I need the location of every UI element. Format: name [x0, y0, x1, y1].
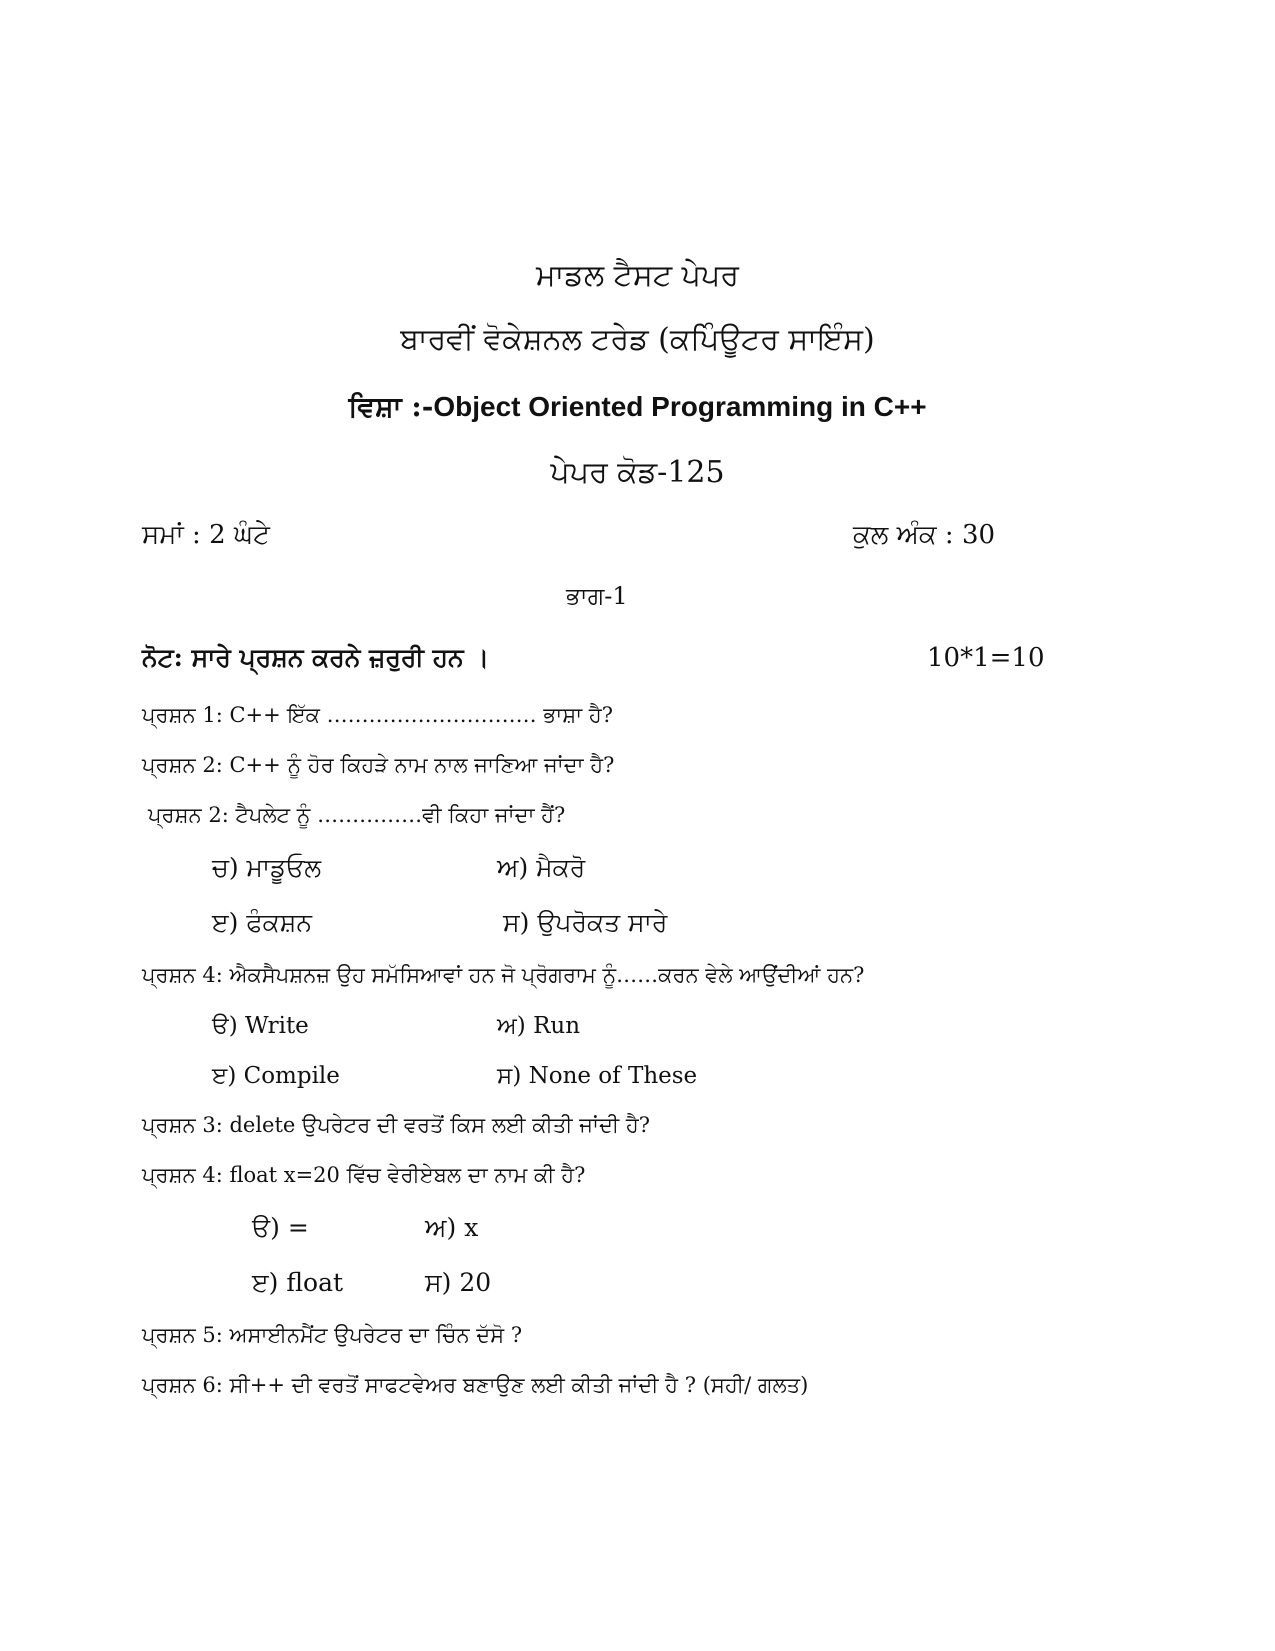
- option-a: ੳ) =: [252, 1213, 309, 1242]
- marks-scheme: 10*1=10: [927, 643, 1045, 673]
- question-template: ਪ੍ਰਸ਼ਨ 2: ਟੈਪਲੇਟ ਨੂੰ ……………ਵੀ ਕਿਹਾ ਜਾਂਦਾ ਹੈਂ?: [148, 803, 566, 827]
- option-d: ਸ) ਉਪਰੋਕਤ ਸਾਰੇ: [503, 908, 668, 937]
- option-b: ਅ) ਮੈਕਰੋ: [497, 853, 586, 882]
- question-1: ਪ੍ਰਸ਼ਨ 1: C++ ਇੱਕ ………………………… ਭਾਸ਼ਾ ਹੈ?: [142, 703, 614, 727]
- option-c: ੲ) ਫੰਕਸ਼ਨ: [212, 908, 313, 937]
- section-label: ਭਾਗ-1: [566, 582, 628, 610]
- option-c: ੲ) float: [252, 1268, 344, 1297]
- option-b: ਅ) Run: [497, 1013, 581, 1039]
- paper-code: ਪੇਪਰ ਕੋਡ-125: [550, 455, 725, 490]
- option-d: ਸ) 20: [425, 1268, 492, 1297]
- time-allowed: ਸਮਾਂ : 2 ਘੰਟੇ: [142, 520, 270, 550]
- subject-name: Object Oriented Programming in C++: [433, 391, 927, 422]
- subject-line: [0, 390, 1275, 424]
- question-variable-name: ਪ੍ਰਸ਼ਨ 4: float x=20 ਵਿੱਚ ਵੇਰੀਏਬਲ ਦਾ ਨਾਮ ਕੀ ਹੈ?: [142, 1163, 586, 1187]
- question-5: ਪ੍ਰਸ਼ਨ 5: ਅਸਾਈਨਮੈਂਟ ਉਪਰੇਟਰ ਦਾ ਚਿੰਨ ਦੱਸੋ ?: [142, 1323, 523, 1347]
- option-d: ਸ) None of These: [497, 1063, 698, 1089]
- paper-title: ਮਾਡਲ ਟੈਸਟ ਪੇਪਰ: [536, 258, 739, 293]
- question-6: ਪ੍ਰਸ਼ਨ 6: ਸੀ++ ਦੀ ਵਰਤੋਂ ਸਾਫਟਵੇਅਰ ਬਣਾਉਣ ਲਈ ਕੀਤੀ ਜਾਂਦੀ ਹੈ ? (ਸਹੀ/ ਗਲਤ): [142, 1373, 809, 1397]
- instruction-note: ਨੋਟ: ਸਾਰੇ ਪ੍ਰਸ਼ਨ ਕਰਨੇ ਜ਼ਰੁਰੀ ਹਨ ।: [142, 643, 490, 672]
- question-exceptions: ਪ੍ਰਸ਼ਨ 4: ਐਕਸੈਪਸ਼ਨਜ਼ ਉਹ ਸਮੱਸਿਆਵਾਂ ਹਨ ਜੋ ਪ੍ਰੋਗਰਾਮ ਨੂੰ……ਕਰਨ ਵੇਲੇ ਆਉਂਦੀਆਂ ਹਨ?: [142, 963, 865, 987]
- option-c: ੲ) Compile: [212, 1063, 340, 1089]
- option-a: ੳ) Write: [212, 1013, 309, 1039]
- question-delete-operator: ਪ੍ਰਸ਼ਨ 3: delete ਉਪਰੇਟਰ ਦੀ ਵਰਤੋਂ ਕਿਸ ਲਈ ਕੀਤੀ ਜਾਂਦੀ ਹੈ?: [142, 1113, 650, 1137]
- option-a: ਚ) ਮਾਡੂਓਲ: [212, 853, 322, 882]
- subject-prefix: ਵਿਸ਼ਾ :-: [348, 390, 434, 423]
- option-b: ਅ) x: [425, 1213, 479, 1242]
- total-marks: ਕੁਲ ਅੰਕ : 30: [853, 520, 996, 550]
- class-trade-line: ਬਾਰਵੀਂ ਵੋਕੇਸ਼ਨਲ ਟਰੇਡ (ਕਪਿੰਊਟਰ ਸਾਇੰਸ): [400, 322, 875, 357]
- question-2: ਪ੍ਰਸ਼ਨ 2: C++ ਨੂੰ ਹੋਰ ਕਿਹੜੇ ਨਾਮ ਨਾਲ ਜਾਣਿਆ ਜਾਂਦਾ ਹੈ?: [142, 753, 615, 777]
